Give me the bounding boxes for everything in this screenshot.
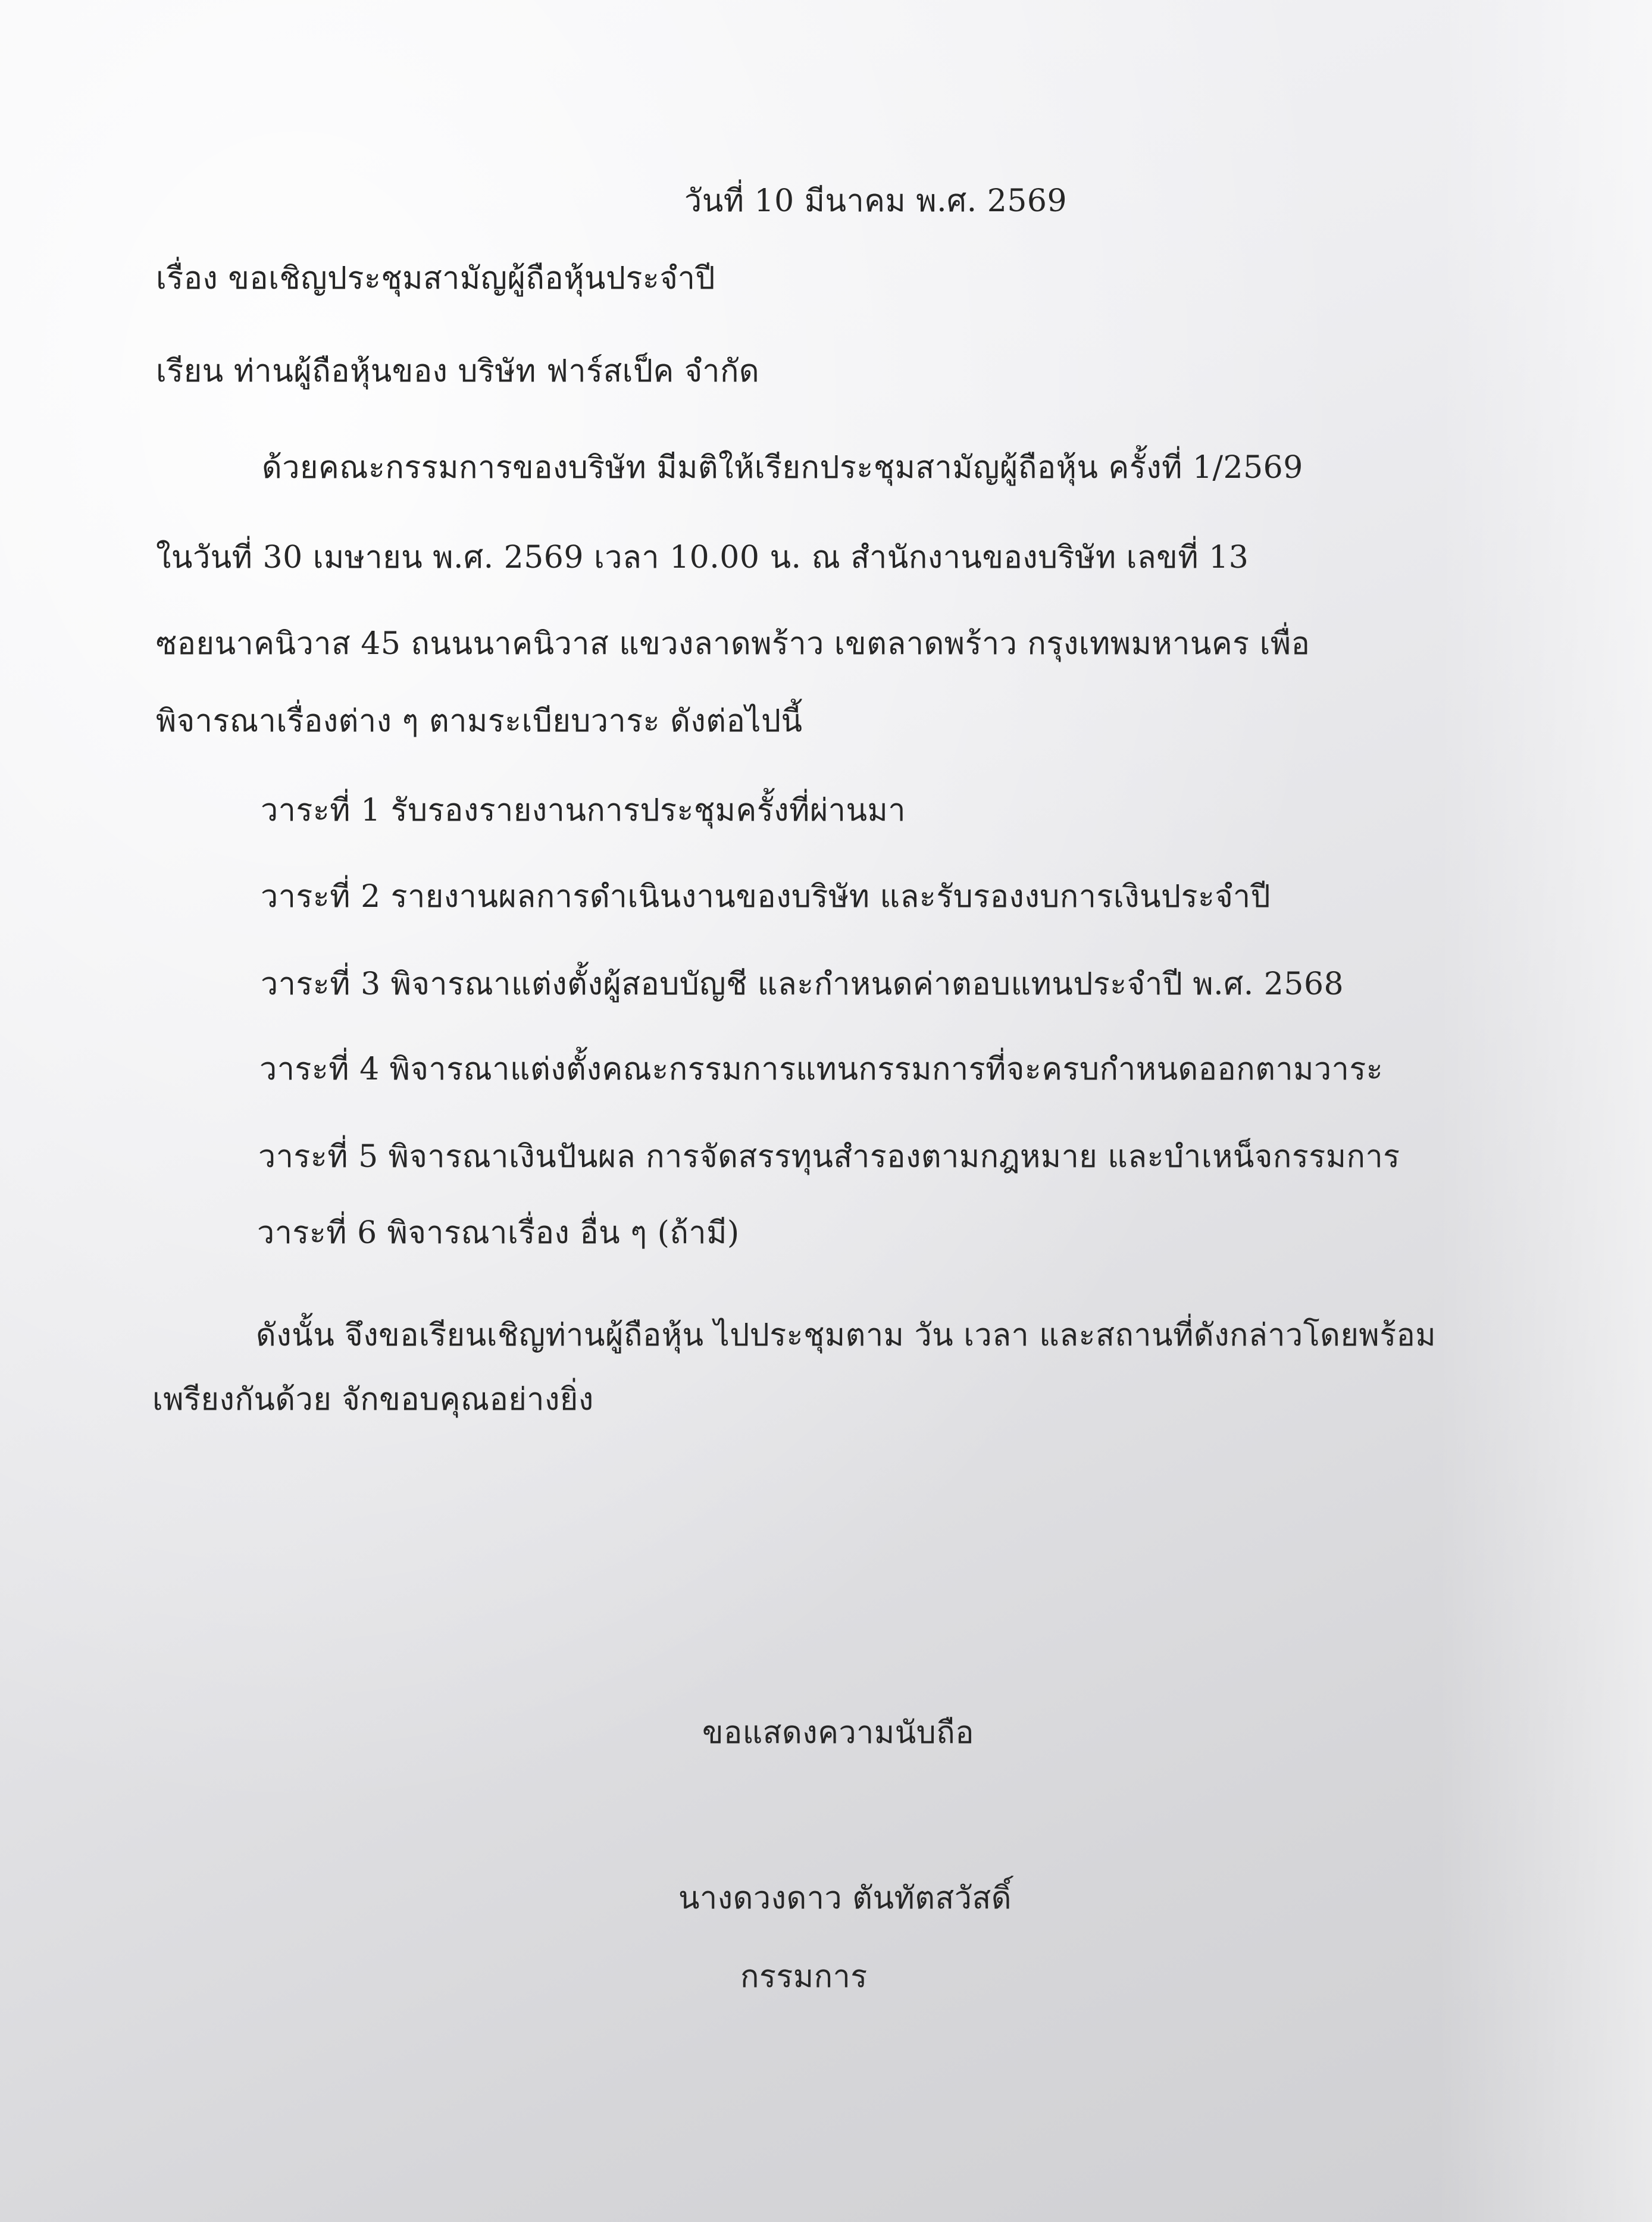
agenda-item: วาระที่ 6 พิจารณาเรื่อง อื่น ๆ (ถ้ามี) (257, 1215, 740, 1251)
letter-date: วันที่ 10 มีนาคม พ.ศ. 2569 (684, 183, 1068, 219)
body-line: ด้วยคณะกรรมการของบริษัท มีมติให้เรียกประชุมสามัญผู้ถือหุ้น ครั้งที่ 1/2569 (262, 450, 1303, 486)
signer-title: กรรมการ (740, 1959, 868, 1995)
agenda-item: วาระที่ 5 พิจารณาเงินปันผล การจัดสรรทุนสำรองตามกฎหมาย และบำเหน็จกรรมการ (258, 1139, 1400, 1175)
signer-name: นางดวงดาว ตันทัตสวัสดิ์ (678, 1880, 1012, 1916)
body-line: ในวันที่ 30 เมษายน พ.ศ. 2569 เวลา 10.00 น. ณ สำนักงานของบริษัท เลขที่ 13 (156, 540, 1249, 575)
agenda-item: วาระที่ 2 รายงานผลการดำเนินงานของบริษัท และรับรองงบการเงินประจำปี (261, 879, 1271, 915)
salutation: ขอแสดงความนับถือ (702, 1715, 974, 1751)
agenda-item: วาระที่ 4 พิจารณาแต่งตั้งคณะกรรมการแทนกรรมการที่จะครบกำหนดออกตามวาระ (259, 1051, 1384, 1087)
closing-line: เพรียงกันด้วย จักขอบคุณอย่างยิ่ง (152, 1382, 594, 1417)
letter-recipient: เรียน ท่านผู้ถือหุ้นของ บริษัท ฟาร์สเป็ค จำกัด (156, 353, 760, 389)
closing-line: ดังนั้น จึงขอเรียนเชิญท่านผู้ถือหุ้น ไปประชุมตาม วัน เวลา และสถานที่ดังกล่าวโดยพร้อม (256, 1317, 1437, 1353)
agenda-item: วาระที่ 3 พิจารณาแต่งตั้งผู้สอบบัญชี และกำหนดค่าตอบแทนประจำปี พ.ศ. 2568 (261, 966, 1344, 1002)
agenda-item: วาระที่ 1 รับรองรายงานการประชุมครั้งที่ผ่านมา (261, 793, 906, 828)
body-line: พิจารณาเรื่องต่าง ๆ ตามระเบียบวาระ ดังต่อไปนี้ (156, 703, 803, 739)
letter-subject: เรื่อง ขอเชิญประชุมสามัญผู้ถือหุ้นประจำปี (156, 261, 716, 296)
body-line: ซอยนาคนิวาส 45 ถนนนาคนิวาส แขวงลาดพร้าว เขตลาดพร้าว กรุงเทพมหานคร เพื่อ (156, 626, 1310, 662)
